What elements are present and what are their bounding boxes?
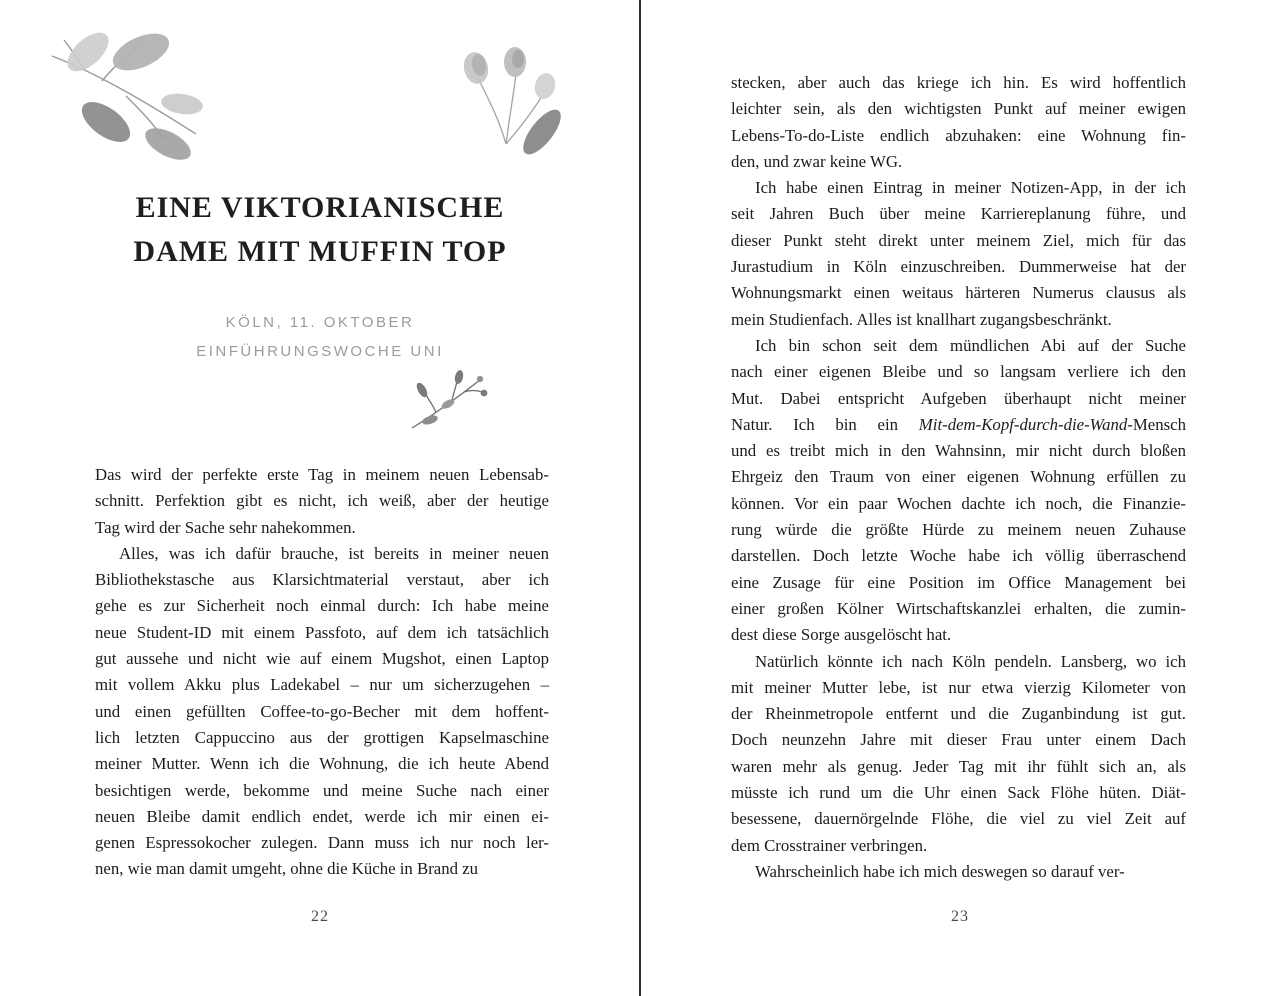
text-line: und einen gefüllten Coffee-to-go-Becher mit dem hoffent- [95, 701, 549, 721]
paragraph [95, 541, 549, 883]
text-line: besichtigen werde, bekomme und meine Suche nach einer [95, 780, 549, 800]
text-line: gehe es zur Sicherheit noch einmal durch: Ich habe meine [95, 596, 549, 616]
text-line: mit vollem Akku plus Ladekabel – nur um sicherzugehen – [95, 675, 549, 695]
text-line: mit meiner Mutter lebe, ist nur etwa vierzig Kilometer von [731, 677, 1186, 697]
text-line: Doch neunzehn Jahre mit dieser Frau unter einem Dach [731, 730, 1186, 750]
text-line: rung würde die größte Hürde zu meinem neuen Zuhause [731, 520, 1186, 540]
text-line: Lebens-To-do-Liste endlich abzuhaken: eine Wohnung fin- [731, 125, 1186, 145]
text-line: Alles, was ich dafür brauche, ist bereits in meiner neuen [119, 543, 549, 563]
chapter-subtitle-line: EINFÜHRUNGSWOCHE UNI [196, 343, 444, 360]
paragraph [731, 333, 1186, 649]
text-line: dest diese Sorge ausgelöscht hat. [731, 625, 952, 645]
page-text [731, 70, 1186, 885]
eucalyptus-branch-illustration [44, 26, 216, 170]
page-number: 22 [311, 908, 329, 925]
text-line: Bibliothekstasche aus Klarsichtmaterial verstaut, aber ich [95, 570, 549, 590]
text-line: lich letzten Cappuccino aus der grottigen Kapselmaschine [95, 727, 549, 747]
text-line: Jurastudium in Köln einzuschreiben. Dummerweise hat der [731, 257, 1186, 277]
berry-sprig-illustration [446, 46, 564, 160]
text-line: können. Vor ein paar Wochen dachte ich noch, die Finanzie- [731, 493, 1186, 513]
text-line: neue Student-ID mit einem Passfoto, auf dem ich tatsächlich [95, 622, 549, 642]
text-line: einer großen Kölner Wirtschaftskanzlei erhalten, die zumin- [731, 598, 1186, 618]
text-line: und es treibt mich in den Wahnsinn, mir nicht durch bloßen [731, 441, 1186, 461]
text-line: dieser Punkt steht direkt unter meinem Ziel, mich für das [731, 230, 1186, 250]
text-line: Ich habe einen Eintrag in meiner Notizen-App, in der ich [755, 178, 1186, 198]
text-line: darstellen. Doch letzte Woche habe ich völlig überraschend [731, 546, 1186, 566]
text-line: Ich bin schon seit dem mündlichen Abi auf der Suche [755, 335, 1186, 355]
text-line: den, und zwar keine WG. [731, 151, 903, 171]
chapter-subtitle [0, 308, 640, 366]
text-line: dem Crosstrainer verbringen. [731, 835, 928, 855]
page-number: 23 [951, 908, 969, 925]
text-line: stecken, aber auch das kriege ich hin. Es wird hoffentlich [731, 73, 1186, 92]
text-line: meiner Mutter. Wenn ich die Wohnung, die ich heute Abend [95, 754, 549, 774]
chapter-subtitle-line: KÖLN, 11. OKTOBER [225, 314, 415, 331]
text-line: neuen Bleibe damit endlich endet, werde ich mir einen ei- [95, 806, 549, 826]
paragraph [731, 70, 1186, 175]
text-line: waren mehr als genug. Jeder Tag mit ihr fühlt sich an, als [731, 756, 1186, 776]
paragraph [731, 649, 1186, 859]
right-page [640, 0, 1280, 996]
paragraph [731, 859, 1186, 885]
text-line: Mut. Dabei entspricht Aufgeben überhaupt nicht meiner [731, 388, 1186, 408]
text-line: Tag wird der Sache sehr nahekommen. [95, 517, 356, 537]
text-line: schnitt. Perfektion gibt es nicht, ich weiß, aber der heutige [95, 491, 549, 511]
paragraph [95, 462, 549, 541]
chapter-title-line: DAME MIT MUFFIN TOP [133, 235, 507, 268]
text-line: leichter sein, als den wichtigsten Punkt auf meiner ewigen [731, 99, 1186, 119]
text-line: der Rheinmetropole entfernt und die Zuganbindung ist gut. [731, 704, 1186, 724]
text-line: Natur. Ich bin ein Mit-dem-Kopf-durch-die-Wand-Mensch [731, 414, 1186, 434]
text-line: seit Jahren Buch über meine Karriereplanung führe, und [731, 204, 1186, 224]
small-branch-illustration [406, 370, 488, 436]
text-line: mein Studienfach. Alles ist knallhart zugangsbeschränkt. [731, 309, 1112, 329]
page-text [95, 462, 549, 883]
text-line: eine Zusage für eine Position im Office Management bei [731, 572, 1186, 592]
paragraph [731, 175, 1186, 333]
text-line: Natürlich könnte ich nach Köln pendeln. Lansberg, wo ich [755, 651, 1186, 671]
text-line: Wohnungsmarkt einen weitaus härteren Numerus clausus als [731, 283, 1186, 303]
text-line: nach einer eigenen Bleibe und so langsam verliere ich den [731, 362, 1186, 382]
text-line: nen, wie man damit umgeht, ohne die Küche in Brand zu [95, 859, 479, 879]
text-line: Wahrscheinlich habe ich mich deswegen so darauf ver- [755, 861, 1125, 881]
chapter-title [0, 186, 640, 274]
text-line: genen Espressokocher zulegen. Dann muss ich nur noch ler- [95, 833, 549, 853]
text-line: besessene, dauernörgelnde Flöhe, die viel zu viel Zeit auf [731, 809, 1186, 829]
text-line: Ehrgeiz den Traum von einer eigenen Wohnung erfüllen zu [731, 467, 1186, 487]
chapter-title-line: EINE VIKTORIANISCHE [135, 191, 505, 224]
text-line: müsste ich rund um die Uhr einen Sack Flöhe hüten. Diät- [731, 783, 1186, 803]
text-line: gut aussehe und nicht wie auf einem Mugshot, einen Laptop [95, 649, 549, 669]
text-line: Das wird der perfekte erste Tag in meinem neuen Lebensab- [95, 465, 549, 484]
